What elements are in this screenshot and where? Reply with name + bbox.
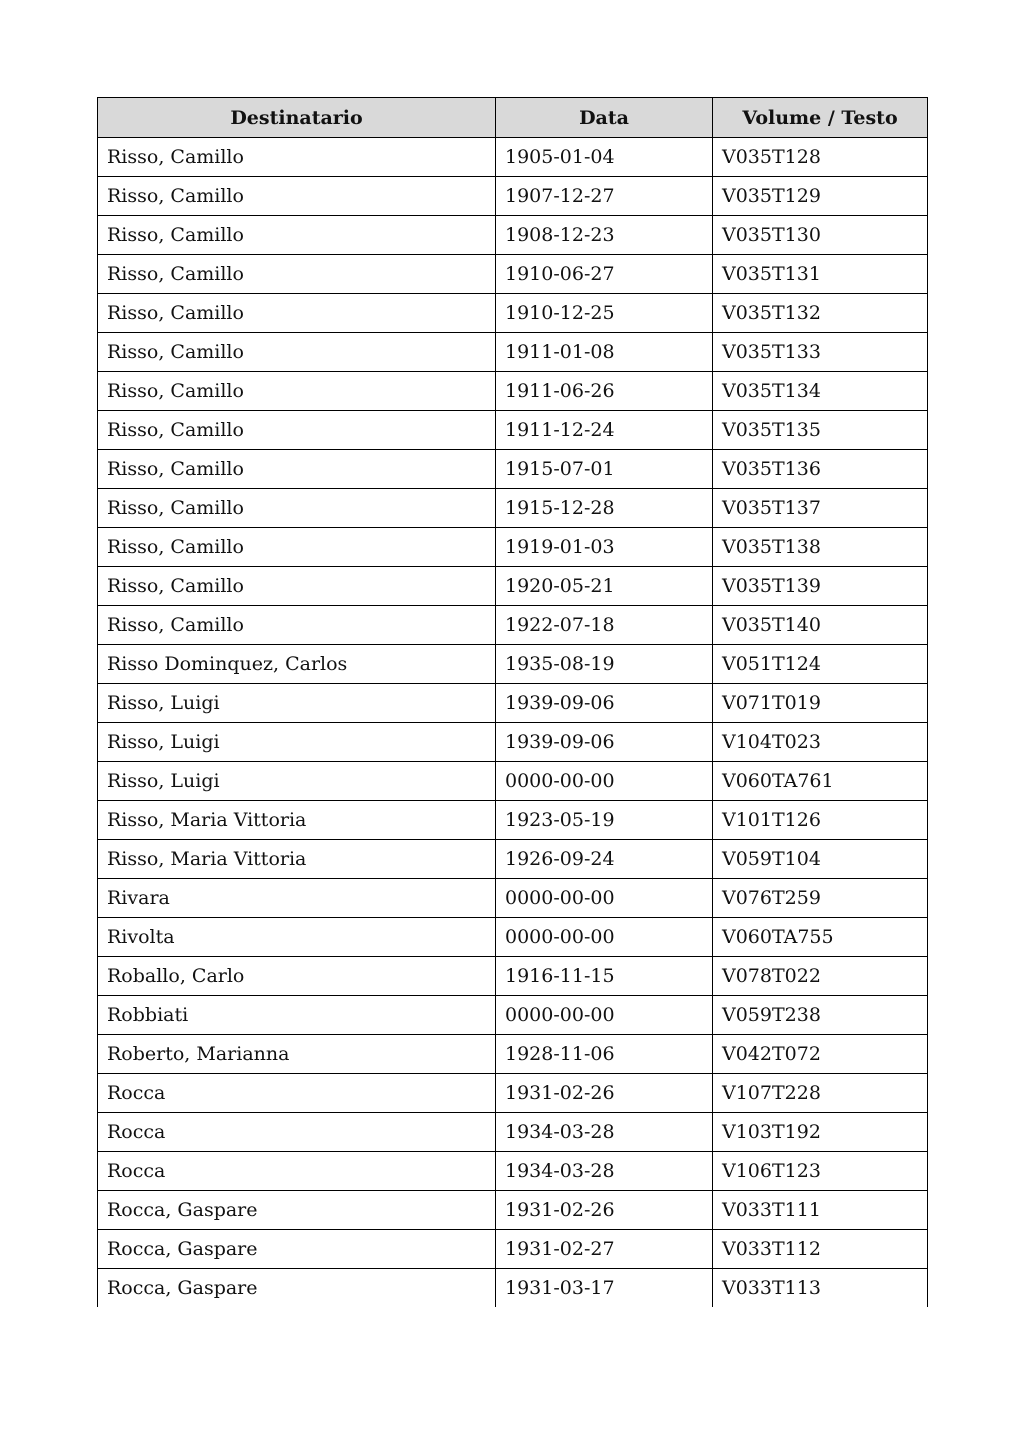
- table-row: [98, 216, 928, 255]
- table-row: [98, 606, 928, 645]
- cell-data: 1931-02-27: [496, 1230, 713, 1269]
- cell-destinatario: Risso, Camillo: [98, 411, 496, 450]
- cell-data: 1905-01-04: [496, 138, 713, 177]
- cell-volume-testo: V101T126: [713, 801, 928, 840]
- cell-volume-testo: V035T139: [713, 567, 928, 606]
- table-row: [98, 372, 928, 411]
- cell-volume-testo: V035T137: [713, 489, 928, 528]
- table-row: [98, 1074, 928, 1113]
- cell-destinatario: Risso, Camillo: [98, 528, 496, 567]
- cell-destinatario: Risso, Camillo: [98, 216, 496, 255]
- letters-table: [97, 97, 928, 1307]
- cell-destinatario: Risso, Luigi: [98, 762, 496, 801]
- table-header-row: [98, 98, 928, 138]
- cell-volume-testo: V035T138: [713, 528, 928, 567]
- table-row: [98, 879, 928, 918]
- cell-destinatario: Risso, Luigi: [98, 723, 496, 762]
- table-row: [98, 489, 928, 528]
- cell-volume-testo: V060TA755: [713, 918, 928, 957]
- cell-destinatario: Risso, Camillo: [98, 138, 496, 177]
- header-data: Data: [496, 98, 713, 138]
- table-row: [98, 723, 928, 762]
- cell-volume-testo: V033T113: [713, 1269, 928, 1308]
- cell-data: 1911-06-26: [496, 372, 713, 411]
- cell-data: 1928-11-06: [496, 1035, 713, 1074]
- cell-data: 1931-02-26: [496, 1191, 713, 1230]
- cell-destinatario: Rocca: [98, 1113, 496, 1152]
- cell-destinatario: Rocca, Gaspare: [98, 1230, 496, 1269]
- cell-destinatario: Risso, Camillo: [98, 450, 496, 489]
- table-row: [98, 840, 928, 879]
- cell-destinatario: Risso, Camillo: [98, 177, 496, 216]
- table-row: [98, 996, 928, 1035]
- cell-destinatario: Rivara: [98, 879, 496, 918]
- cell-data: 1923-05-19: [496, 801, 713, 840]
- cell-volume-testo: V035T129: [713, 177, 928, 216]
- cell-data: 0000-00-00: [496, 996, 713, 1035]
- cell-data: 1926-09-24: [496, 840, 713, 879]
- cell-volume-testo: V059T104: [713, 840, 928, 879]
- table-row: [98, 138, 928, 177]
- cell-destinatario: Risso, Camillo: [98, 489, 496, 528]
- table-row: [98, 1035, 928, 1074]
- table-row: [98, 255, 928, 294]
- table-row: [98, 1230, 928, 1269]
- table-row: [98, 1113, 928, 1152]
- table-row: [98, 801, 928, 840]
- cell-destinatario: Rivolta: [98, 918, 496, 957]
- table-row: [98, 1152, 928, 1191]
- cell-volume-testo: V035T128: [713, 138, 928, 177]
- cell-data: 0000-00-00: [496, 879, 713, 918]
- cell-volume-testo: V103T192: [713, 1113, 928, 1152]
- table-row: [98, 957, 928, 996]
- cell-data: 1919-01-03: [496, 528, 713, 567]
- cell-destinatario: Rocca, Gaspare: [98, 1191, 496, 1230]
- header-destinatario: Destinatario: [98, 98, 496, 138]
- cell-data: 1935-08-19: [496, 645, 713, 684]
- table-row: [98, 567, 928, 606]
- cell-data: 1934-03-28: [496, 1152, 713, 1191]
- table-row: [98, 684, 928, 723]
- cell-data: 1931-03-17: [496, 1269, 713, 1308]
- cell-destinatario: Risso Dominquez, Carlos: [98, 645, 496, 684]
- cell-data: 1911-01-08: [496, 333, 713, 372]
- cell-data: 1907-12-27: [496, 177, 713, 216]
- cell-data: 0000-00-00: [496, 762, 713, 801]
- table-row: [98, 294, 928, 333]
- cell-destinatario: Risso, Camillo: [98, 333, 496, 372]
- cell-volume-testo: V071T019: [713, 684, 928, 723]
- cell-destinatario: Risso, Camillo: [98, 606, 496, 645]
- cell-volume-testo: V035T134: [713, 372, 928, 411]
- cell-volume-testo: V035T136: [713, 450, 928, 489]
- cell-data: 1908-12-23: [496, 216, 713, 255]
- cell-data: 1916-11-15: [496, 957, 713, 996]
- header-volume-testo: Volume / Testo: [713, 98, 928, 138]
- cell-data: 1915-07-01: [496, 450, 713, 489]
- cell-data: 1915-12-28: [496, 489, 713, 528]
- table-row: [98, 528, 928, 567]
- cell-destinatario: Risso, Luigi: [98, 684, 496, 723]
- cell-data: 1934-03-28: [496, 1113, 713, 1152]
- cell-destinatario: Rocca: [98, 1152, 496, 1191]
- cell-volume-testo: V035T140: [713, 606, 928, 645]
- table-row: [98, 177, 928, 216]
- cell-data: 1910-06-27: [496, 255, 713, 294]
- cell-destinatario: Rocca: [98, 1074, 496, 1113]
- cell-data: 1922-07-18: [496, 606, 713, 645]
- cell-volume-testo: V035T130: [713, 216, 928, 255]
- cell-destinatario: Risso, Camillo: [98, 255, 496, 294]
- cell-volume-testo: V042T072: [713, 1035, 928, 1074]
- cell-volume-testo: V106T123: [713, 1152, 928, 1191]
- table-row: [98, 411, 928, 450]
- table-row: [98, 762, 928, 801]
- cell-destinatario: Roballo, Carlo: [98, 957, 496, 996]
- cell-volume-testo: V059T238: [713, 996, 928, 1035]
- cell-destinatario: Risso, Camillo: [98, 294, 496, 333]
- cell-data: 1910-12-25: [496, 294, 713, 333]
- cell-volume-testo: V076T259: [713, 879, 928, 918]
- table-row: [98, 1269, 928, 1308]
- cell-volume-testo: V104T023: [713, 723, 928, 762]
- cell-volume-testo: V033T112: [713, 1230, 928, 1269]
- table-row: [98, 645, 928, 684]
- cell-destinatario: Rocca, Gaspare: [98, 1269, 496, 1308]
- cell-volume-testo: V107T228: [713, 1074, 928, 1113]
- cell-volume-testo: V060TA761: [713, 762, 928, 801]
- cell-data: 1939-09-06: [496, 723, 713, 762]
- cell-destinatario: Robbiati: [98, 996, 496, 1035]
- table-row: [98, 1191, 928, 1230]
- cell-data: 1939-09-06: [496, 684, 713, 723]
- cell-destinatario: Roberto, Marianna: [98, 1035, 496, 1074]
- cell-volume-testo: V078T022: [713, 957, 928, 996]
- table-row: [98, 918, 928, 957]
- cell-volume-testo: V051T124: [713, 645, 928, 684]
- table-row: [98, 450, 928, 489]
- document-page: [97, 97, 927, 1307]
- cell-data: 1931-02-26: [496, 1074, 713, 1113]
- cell-destinatario: Risso, Camillo: [98, 567, 496, 606]
- cell-data: 1911-12-24: [496, 411, 713, 450]
- cell-volume-testo: V035T133: [713, 333, 928, 372]
- cell-volume-testo: V035T132: [713, 294, 928, 333]
- cell-data: 0000-00-00: [496, 918, 713, 957]
- table-row: [98, 333, 928, 372]
- cell-data: 1920-05-21: [496, 567, 713, 606]
- cell-destinatario: Risso, Maria Vittoria: [98, 801, 496, 840]
- cell-destinatario: Risso, Camillo: [98, 372, 496, 411]
- cell-volume-testo: V033T111: [713, 1191, 928, 1230]
- cell-volume-testo: V035T135: [713, 411, 928, 450]
- cell-volume-testo: V035T131: [713, 255, 928, 294]
- cell-destinatario: Risso, Maria Vittoria: [98, 840, 496, 879]
